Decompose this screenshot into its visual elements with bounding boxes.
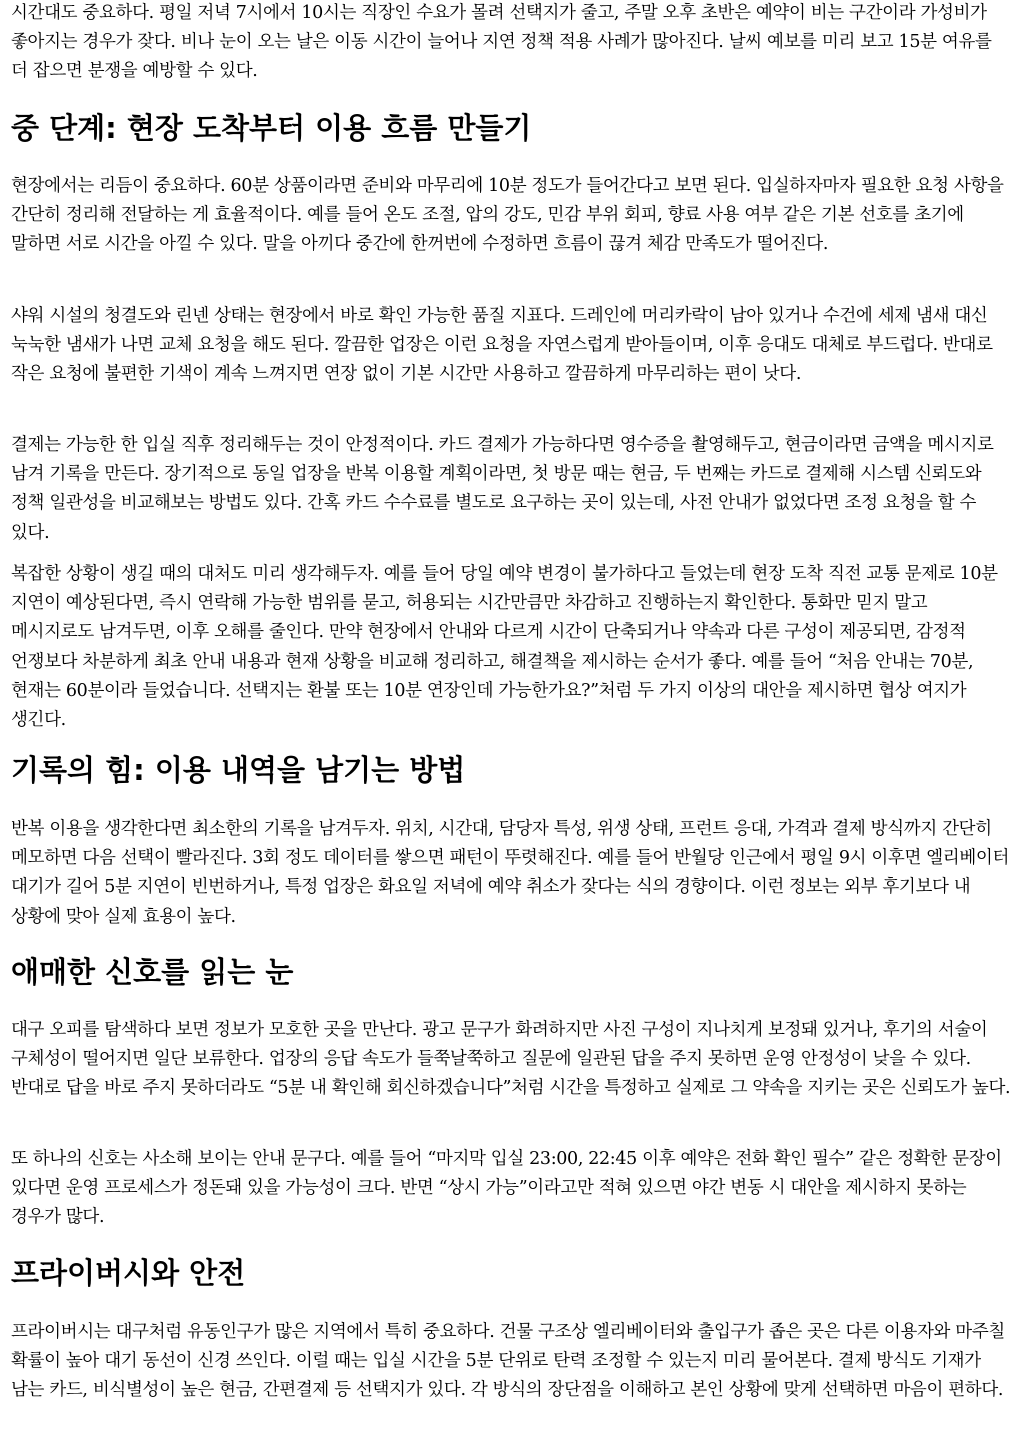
paragraph-on-site-rhythm: 현장에서는 리듬이 중요하다. 60분 상품이라면 준비와 마무리에 10분 정도가 들어간다고 보면 된다. 입실하자마자 필요한 요청 사항을 간단히 정리해 전달하는 게 효율적이다. 예를 들어 온도 조절, 압의 강도, 민감 부위 회피, 향료 사용 여부 같은 기본 선호를 초기에 말하면 서로 시간을 아낄 수 있다. 말을 아끼다 중간에 한꺼번에 수정하면 흐름이 끊겨 체감 만족도가 떨어진다. [11,176,1004,255]
section-heading-ambiguous-signals: 애매한 신호를 읽는 눈 [11,955,294,989]
paragraph-notice-wording: 또 하나의 신호는 사소해 보이는 안내 문구다. 예를 들어 “마지막 입실 23:00, 22:45 이후 예약은 전화 확인 필수” 같은 정확한 문장이 있다면 운영 프로세스가 정돈돼 있을 가능성이 크다. 반면 “상시 가능”이라고만 적혀 있으면 야간 변동 시 대안을 제시하지 못하는 경우가 많다. [11,1149,1002,1228]
paragraph-ambiguous-info: 대구 오피를 탐색하다 보면 정보가 모호한 곳을 만난다. 광고 문구가 화려하지만 사진 구성이 지나치게 보정돼 있거나, 후기의 서술이 구체성이 떨어지면 일단 보류한다. 업장의 응답 속도가 들쭉날쭉하고 질문에 일관된 답을 주지 못하면 운영 안정성이 낮을 수 있다. 반대로 답을 바로 주지 못하더라도 “5분 내 확인해 회신하겠습니다”처럼 시간을 특정하고 실제로 그 약속을 지키는 곳은 신뢰도가 높다. [11,1020,1011,1099]
section-heading-privacy-safety: 프라이버시와 안전 [11,1256,246,1290]
paragraph-shower-linen: 샤워 시설의 청결도와 린넨 상태는 현장에서 바로 확인 가능한 품질 지표다. 드레인에 머리카락이 남아 있거나 수건에 세제 냄새 대신 눅눅한 냄새가 나면 교체 요청을 해도 된다. 깔끔한 업장은 이런 요청을 자연스럽게 받아들이며, 이후 응대도 대체로 부드럽다. 반대로 작은 요청에 불편한 기색이 계속 느껴지면 연장 없이 기본 시간만 사용하고 깔끔하게 마무리하는 편이 낫다. [11,306,993,385]
intro-paragraph: 시간대도 중요하다. 평일 저녁 7시에서 10시는 직장인 수요가 몰려 선택지가 줄고, 주말 오후 초반은 예약이 비는 구간이라 가성비가 좋아지는 경우가 잦다. 비나 눈이 오는 날은 이동 시간이 늘어나 지연 정책 적용 사례가 많아진다. 날씨 예보를 미리 보고 15분 여유를 더 잡으면 분쟁을 예방할 수 있다. [11,3,992,82]
paragraph-privacy: 프라이버시는 대구처럼 유동인구가 많은 지역에서 특히 중요하다. 건물 구조상 엘리베이터와 출입구가 좁은 곳은 다른 이용자와 마주칠 확률이 높아 대기 동선이 신경 쓰인다. 이럴 때는 입실 시간을 5분 단위로 탄력 조정할 수 있는지 미리 물어본다. 결제 방식도 기재가 남는 카드, 비식별성이 높은 현금, 간편결제 등 선택지가 있다. 각 방식의 장단점을 이해하고 본인 상황에 맞게 선택하면 마음이 편하다. [11,1322,1005,1401]
paragraph-complex-situations: 복잡한 상황이 생길 때의 대처도 미리 생각해두자. 예를 들어 당일 예약 변경이 불가하다고 들었는데 현장 도착 직전 교통 문제로 10분 지연이 예상된다면, 즉시 연락해 가능한 범위를 묻고, 허용되는 시간만큼만 차감하고 진행하는지 확인한다. 통화만 믿지 말고 메시지로도 남겨두면, 이후 오해를 줄인다. 만약 현장에서 안내와 다르게 시간이 단축되거나 약속과 다른 구성이 제공되면, 감정적 언쟁보다 차분하게 최초 안내 내용과 현재 상황을 비교해 정리하고, 해결책을 제시하는 순서가 좋다. 예를 들어 “처음 안내는 70분, 현재는 60분이라 들었습니다. 선택지는 환불 또는 10분 연장인데 가능한가요?”처럼 두 가지 이상의 대안을 제시하면 협상 여지가 생긴다. [11,564,998,731]
paragraph-payment: 결제는 가능한 한 입실 직후 정리해두는 것이 안정적이다. 카드 결제가 가능하다면 영수증을 촬영해두고, 현금이라면 금액을 메시지로 남겨 기록을 만든다. 장기적으로 동일 업장을 반복 이용할 계획이라면, 첫 방문 때는 현금, 두 번째는 카드로 결제해 시스템 신뢰도와 정책 일관성을 비교해보는 방법도 있다. 간혹 카드 수수료를 별도로 요구하는 곳이 있는데, 사전 안내가 없었다면 조정 요청을 할 수 있다. [11,435,994,543]
paragraph-records: 반복 이용을 생각한다면 최소한의 기록을 남겨두자. 위치, 시간대, 담당자 특성, 위생 상태, 프런트 응대, 가격과 결제 방식까지 간단히 메모하면 다음 선택이 빨라진다. 3회 정도 데이터를 쌓으면 패턴이 뚜렷해진다. 예를 들어 반월당 인근에서 평일 9시 이후면 엘리베이터 대기가 길어 5분 지연이 빈번하거나, 특정 업장은 화요일 저녁에 예약 취소가 잦다는 식의 경향이다. 이런 정보는 외부 후기보다 내 상황에 맞아 실제 효용이 높다. [11,819,1010,927]
section-heading-records: 기록의 힘: 이용 내역을 남기는 방법 [11,753,466,787]
section-heading-on-site-flow: 중 단계: 현장 도착부터 이용 흐름 만들기 [11,111,532,145]
